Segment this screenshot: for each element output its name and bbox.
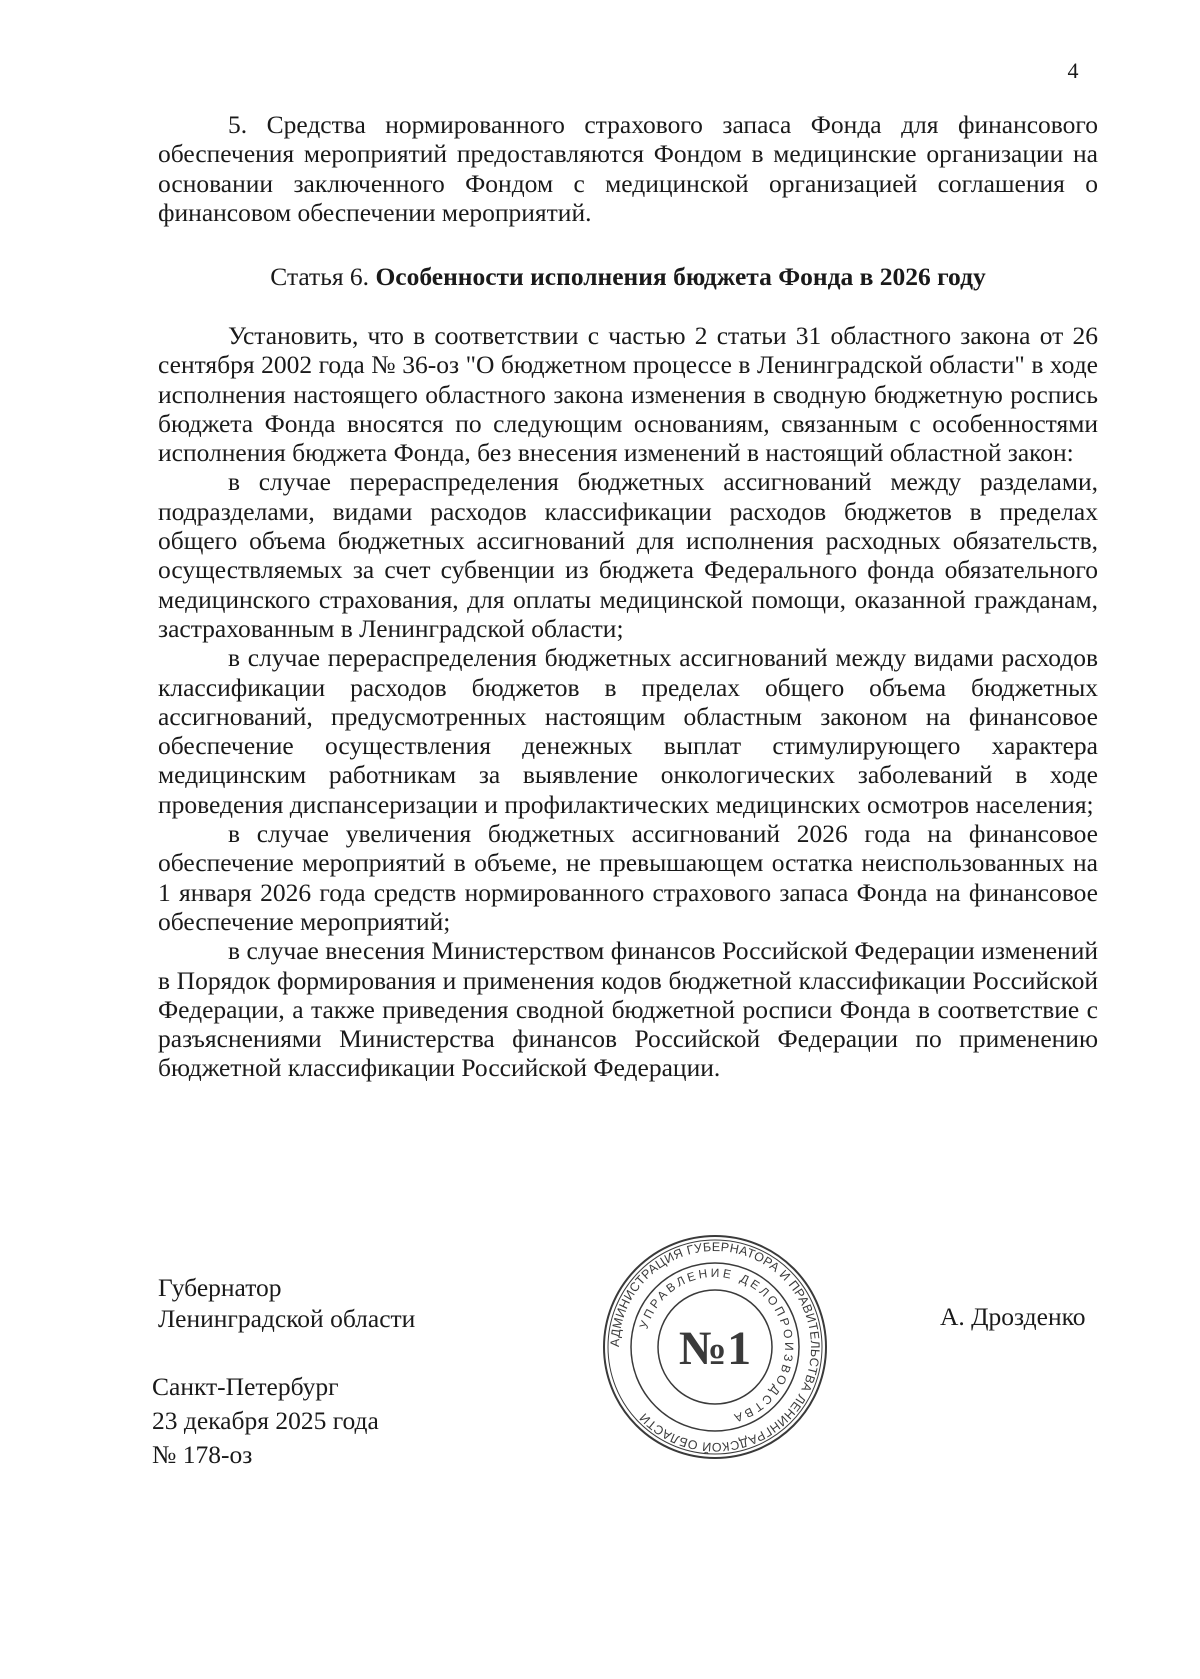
official-seal-stamp xyxy=(600,1232,830,1462)
article-6-item-2: в случае перераспределения бюджетных ассигнований между видами расходов классификации расходов бюджетов в пределах общего объема бюджетных ассигнований, предусмотренных настоящим областным законом на финансовое обеспечение осуществления денежных выплат стимулирующего характера медицинским работникам за выявление онкологических заболеваний в ходе проведения диспансеризации и профилактических медицинских осмотров населения; xyxy=(158,643,1098,819)
article-6-intro: Установить, что в соответствии с частью 2 статьи 31 областного закона от 26 сентября 2002 года № 36-оз "О бюджетном процессе в Ленинградской области" в ходе исполнения настоящего областного закона изменения в сводную бюджетную роспись бюджета Фонда вносятся по следующим основаниям, связанным с особенностями исполнения бюджета Фонда, без внесения изменений в настоящий областной закон: xyxy=(158,321,1098,468)
paragraph-5 xyxy=(158,110,1098,227)
page-number: 4 xyxy=(1067,58,1079,83)
seal-outer-text: АДМИНИСТРАЦИЯ ГУБЕРНАТОРА И ПРАВИТЕЛЬСТВА ЛЕНИНГРАДСКОЙ ОБЛАСТИ xyxy=(607,1239,823,1455)
signatory-position-line-2: Ленинградской области xyxy=(158,1304,416,1333)
place-and-date xyxy=(152,1370,379,1472)
seal-inner-text: УПРАВЛЕНИЕ ДЕЛОПРОИЗВОДСТВА xyxy=(636,1265,797,1426)
article-6-heading-prefix: Статья 6. xyxy=(270,262,376,291)
article-6-heading xyxy=(158,262,1098,292)
place-city: Санкт-Петербург xyxy=(152,1372,339,1401)
law-number: № 178-оз xyxy=(152,1440,253,1469)
article-6-item-4: в случае внесения Министерством финансов Российской Федерации изменений в Порядок формирования и применения кодов бюджетной классификации Российской Федерации, а также приведения сводной бюджетной росписи Фонда в соответствие с разъяснениями Министерства финансов Российской Федерации по применению бюджетной классификации Российской Федерации. xyxy=(158,936,1098,1083)
signatory-position-line-1: Губернатор xyxy=(158,1273,282,1302)
law-date: 23 декабря 2025 года xyxy=(152,1406,379,1435)
signatory-position xyxy=(158,1272,415,1334)
article-6-item-1: в случае перераспределения бюджетных ассигнований между разделами, подразделами, видами расходов классификации расходов бюджетов в пределах общего объема бюджетных ассигнований для исполнения расходных обязательств, осуществляемых за счет субвенции из бюджета Федерального фонда обязательного медицинского страхования, для оплаты медицинской помощи, оказанной гражданам, застрахованным в Ленинградской области; xyxy=(158,467,1098,643)
article-6-heading-title: Особенности исполнения бюджета Фонда в 2026 году xyxy=(375,262,986,291)
paragraph-5-text: 5. Средства нормированного страхового запаса Фонда для финансового обеспечения мероприятий предоставляются Фондом в медицинские организации на основании заключенного Фондом с медицинской организацией соглашения о финансовом обеспечении мероприятий. xyxy=(158,110,1098,227)
seal-graphic xyxy=(600,1232,830,1462)
signatory-name: А. Дрозденко xyxy=(940,1302,1086,1331)
article-6-item-3: в случае увеличения бюджетных ассигнований 2026 года на финансовое обеспечение мероприятий в объеме, не превышающем остатка неиспользованных на 1 января 2026 года средств нормированного страхового запаса Фонда на финансовое обеспечение мероприятий; xyxy=(158,819,1098,936)
seal-center-number: №1 xyxy=(678,1322,752,1375)
article-6-body xyxy=(158,321,1098,1083)
